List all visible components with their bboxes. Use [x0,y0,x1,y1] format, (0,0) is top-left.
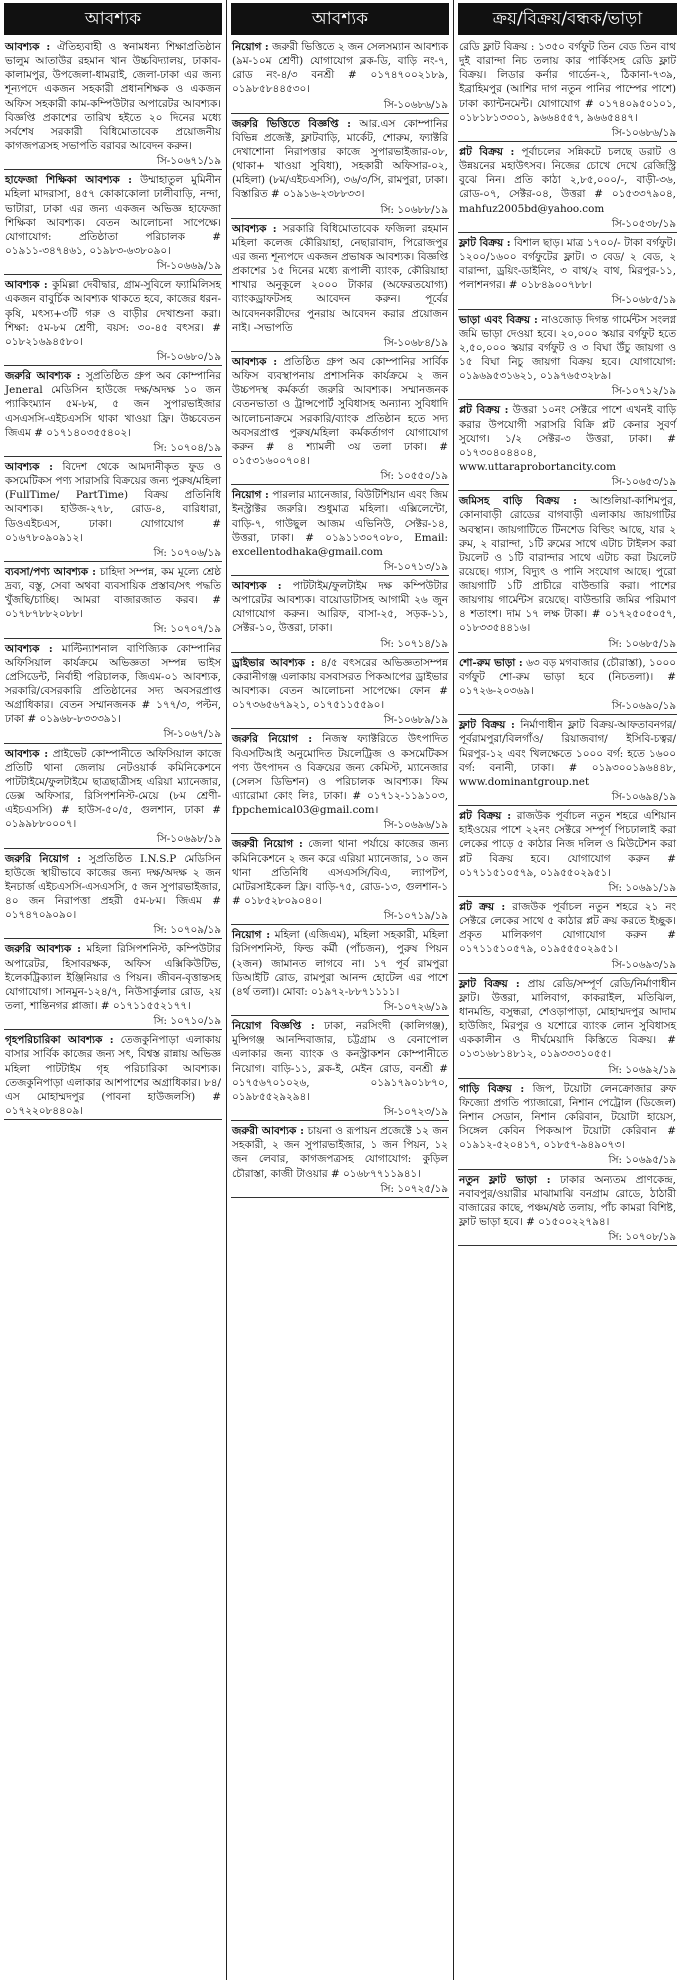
column-header: ক্রয়/বিক্রয়/বন্ধক/ভাড়া [458,3,677,35]
classified-ad [227,576,453,652]
ad-code: সি: ১০৬৮৫/১৯ [608,637,676,650]
ad-body: মহিলা রিসিপশনিস্ট, কম্পিউটার অপারেটর, হিসাবরক্ষক, অফিস এক্সিকিউটিভ, ইলেকট্রিক্যাল ইঞ্জিনিয়ার ও পিয়ন। জীবন-বৃত্তান্তসহ যোগাযোগ। সানমুন-১২৪/৭, নিউসার্কুলার রোড, ২য় তলা, শান্তিনগর প্লাজা। # ০১৭১১৫৫২১৭৭। [5,943,221,1012]
classified-ad [227,834,453,924]
ad-body: পাটটাইম/ফুলটাইম দক্ষ কম্পিউটার অপারেটর আবশ্যক। বায়োডাটাসহ আগামী ২৬ জুন যোগাযোগ করুন। আরিফ, বাসা-২৫, সড়ক-১১, সেক্টর-১০, উত্তরা, ঢাকা। [232,580,448,635]
ad-heading: আবশ্যক : [232,580,282,593]
ad-divider [4,1119,222,1120]
ad-heading: শো-রুম ভাড়া : [459,656,523,669]
ad-heading: নিয়োগ : [232,929,271,942]
ad-body: নিজস্ব ফ্যাক্টরিতে উৎপাদিত বিএসটিআই অনুমোদিত টয়লেট্রিজ ও কসমেটিকস পণ্য উৎপাদন ও বিক্রয়ের জন্য কেমিস্ট, ম্যানেজার (সেলস ডিভিশন) ও পরিচালক আবশ্যক। ফিম এ্যারোমা কোং লিঃ, ঢাকা। # ০১৭১২-১১৯১০৩, fppchemical03@gmail.com। [232,733,448,817]
ad-body: বিশাল ছাড়। মাত্র ১৭০০/- টাকা বর্গফুট। ১২০০/১৬০০ বর্গফুটের ফ্লাট। ৩ বেড/ ২ বেড, ২ বারান্দা, ড্রয়িং-ডাইনিং, ৩ বাথ/২ বাথ, মিরপুর-১১, পলাশনগর। # ০১৮৪৯০০৭৮৮। [459,236,676,292]
ad-code: সি: ১০৭০৯/১৯ [153,924,221,937]
ad-body: বিদেশ থেকে আমদানীকৃত ফুড ও কসমেটিকস পণ্য সারাসরি বিক্রয়ের জন্য পুরুষ/মহিলা (FullTime/ PartTime) বিক্রয় প্রতিনিধি আবশ্যক। হাউজ-২৭৮, রোড-৪, বারিধারা, ডিওএইচএস, ঢাকা। যোগাযোগ # ০১৬৭৮০৯০৯১২। [5,460,221,544]
ad-code: সি: ১০৭১৪/১৯ [380,637,448,650]
ad-body: রাজউক পূর্বাচল নতুন শহরে ২১ নং সেক্টরে লেকের সাথে ৫ কাঠার প্লট ক্রয় করতে ইচ্ছুক। প্রকৃত মালিকগণ যোগাযোগ করুন # ০১৭১১৫১০৫৭৯, ০১৯৫৫৫০২৯৫১। [459,901,676,956]
ad-code: সি: ১০৭০৮/১৯ [608,1231,676,1244]
ad-code: সি-১০৬৯৮/১৯ [156,833,221,846]
classified-ad [454,400,681,490]
classified-ad [454,715,681,805]
ad-code: সি-১০৬৯৩/১৯ [611,958,676,971]
ad-body: নির্মাণাধীন ফ্লাট বিক্রয়-আফতাবনগর/পূর্বরামপুরা/বিলগাঁও/ রিয়াজবাগ/ ইসিবি-চত্বর/মিরপুর-১২ এবং খিলক্ষেতে ১০০০ বর্গ: হতে ১৬০০ বর্গ: বনানী, ঢাকা। # ০১৯৩০০১৯৬৪৪৮, www.dominantgroup.net [459,719,676,788]
ad-code: সি-১০৬৬৯/১৯ [156,260,221,273]
classified-ad [454,806,681,896]
classified-ad [454,310,681,400]
ad-code: সি-১০৬৯০/১৯ [611,700,676,713]
ad-body: জিপ, টয়োটা লেনক্রোজার রুফ ফিজ্যো প্রগতি প্যাজারো, নিশান পেট্রোল (ডিজেল) নিশান সেডান, নিশান কেরিবান, টয়োটা হায়েস, সিঙ্গেল কেবিন পিকআপ টয়োটা কেরিবান # ০১৯১২-৫২০৪১৭, ০১৮৫৭-৯৪৯০৭৩। [459,1082,676,1152]
classified-ad [227,1121,453,1197]
classified-ad [0,366,226,456]
ad-code: সি-১০৭২৬/১৯ [383,1001,448,1013]
ad-heading: জরুরী আবশ্যক : [232,1125,305,1138]
ad-body: ঐতিহ্যবাহী ও স্বনামধন্য শিক্ষাপ্রতিষ্ঠান ভালুম আতাউর রহমান খান উচ্চবিদ্যালয়, ঢাকাব-কালামপুর, উপজেলা-ধামরাই, জেলা-ঢাকা এর জন্য শূন্যপদে একজন সহকারী প্রধানশিক্ষক ও একজন অফিস সহকারী কাম-কম্পিউটার অপারেটর আবশ্যক। বিজ্ঞপ্তি প্রকাশের তারিখ হইতে ২০ দিনের মধ্যে সর্বশেষ সরকারী বিধিমোতাবেক প্রয়োজনীয় কাগজপত্রসহ সভাপতি বরাবর আবেদন করুন। [5,41,221,152]
ad-body: রাজউক পূর্বাচল নতুন শহরে এশিয়ান হাইওয়ের পাশে ২২নং সেক্টরে সম্পূর্ণ পিচঢালাই করা লেকের পাড়ে ৫ কাঠার নিজ দলিল ও মিউটেশন করা প্লট বিক্রয় হবে। যোগাযোগ করুন # ০১৭১১৫১০৫৭৯, ০১৯৫৫০২৯৫১। [459,810,676,879]
ad-heading: প্লট বিক্রয় : [459,404,509,417]
ad-code: সি-১০৬৮৬/১৯ [611,126,676,139]
ad-code: সি-১০৬৮৪/১৯ [383,336,448,349]
classified-ad [0,170,226,274]
ad-body: প্রতিষ্ঠিত গ্রুপ অব কোম্পানির সার্বিক অফিস ব্যবস্থাপনায় প্রশাসনিক কার্যক্রমে ২ জন উচ্চপদস্থ কর্মকর্তা জরুরি আবশ্যক। সম্মানজনক বেতনভাতা ও ট্রান্সপোর্ট সুবিধাসহ অন্যান্য সুবিধাদি আলোচনাক্রমে সরকারি/ব্যাংক প্রতিষ্ঠান হতে সদ্য অবসরপ্রাপ্ত পুরুষ/মহিলা কর্মকর্তাগণ যোগাযোগ করুন # ৪ শ্যামলী ৩য় তলা ঢাকা। # ০১৫৩১৬০০৭০৪। [232,355,448,467]
ad-code: সি: ১০৭০৪/১৯ [153,441,221,454]
ad-body: ৪/৫ বৎসরের অভিজ্ঞতাসম্পন্ন কেরানীগঞ্জ এলাকায় বসবাসরত পিকআপের ড্রাইভার আবশ্যক। বেতন আলোচনা সাপেক্ষে। ফোন # ০১৭৩৬৫৬৭৯২১, ০১৭৫১১৫৫৯০। [232,656,448,712]
ad-body: কুমিল্লা দেবীদ্বার, গ্রাম-সুবিলে ফ্যামিলিসহ একজন বাবুর্চিক আবশ্যক থাকতে হবে, কাজের ধরন-কৃষি, মৎস্য+৩টি গরু ও বাড়ীর দেখাশুনা করা। শিক্ষা: ৫ম-৮ম শ্রেণী, বয়স: ৩০-৪৫ বৎসর। # ০১৮২১৬৯৪৫৮০। [5,279,221,348]
classified-ad [454,1170,681,1246]
ad-code: সি-১০৫৩৮/১৯ [611,217,676,230]
ad-heading: গাড়ি বিক্রয় : [459,1082,525,1095]
column-header: আবশ্যক [231,3,449,35]
ad-body: প্রায় রেডি/সম্পূর্ণ রেডি/নির্মাণাধীন ফ্লাট। উত্তরা, মালিবাগ, কাকরাইল, মতিঝিল, ধানমন্ডি, বসুন্ধরা, শেওড়াপাড়া, মোহাম্মদপুর আদাম হাউজিং, মিরপুর ও যশোরে ব্যাংক লোন সুবিধাসহ এককালীন ও দীর্ঘমেয়াদি কিস্তিতে বিক্রয়। # ০১৩১৬৮১৪৮১২, ০১৯৩৩৩১০৫৫। [459,977,676,1061]
classified-ad [0,849,226,939]
ad-code: সি-১০৬৮৬/১৯ [383,98,448,111]
ad-body: আশুলিয়া-কাশিমপুর, কোনাবাড়ী রোডের বাগবাড়ী এলাকায় জায়গাটির অবস্থান। জায়গাটিতে টিনশেড বিল্ডিং আছে, যার ২ রুম, ২ বারান্দা, ১টি রুমের সাথে এটাচ টাইলস করা টয়লেট ও ১টি বারান্দার সাথে এটাচ করা টয়লেট রয়েছে। গ্যাস, বিদ্যুৎ ও পানি সংযোগ আছে। পুরো জায়গাটি ১টি প্রাচীরে বাউন্ডারি করা। পাশের জায়গায় গার্মেন্টস রয়েছে। বাউন্ডারি জমির পরিমাণ ৪ শতাংশ। দাম ১৭ লক্ষ টাকা। # ০১৭২৫০৫০৫৭, ০১৮৩৩৫৪৪১৬। [459,495,676,635]
classified-ad [0,939,226,1029]
ad-code: সি-১০৬৭/১৯ [163,728,221,741]
ad-heading: আবশ্যক : [5,460,53,473]
ad-code: সি: ১০৬৯১/১৯ [608,881,676,894]
ad-heading: ব্যবসা/পণ্য আবশ্যক : [5,565,97,578]
classified-ad [0,744,226,848]
ad-heading: ফ্লাট বিক্রয় : [459,977,520,990]
ad-code: সি-১০৭২৩/১৯ [383,1105,448,1118]
ad-code: সি: ১০৭০৭/১৯ [153,623,221,636]
ad-heading: জরুরি নিয়োগ : [5,852,81,865]
ad-code: সি: ১০৭১০/১৯ [153,1015,221,1028]
ad-code: সি-১০৭১২/১৯ [611,385,676,398]
ad-body: মহিলা (এজিএম), মহিলা সহকারী, মহিলা রিসিপশনিস্ট, ফিল্ড কর্মী (পাঁচজন), পুরুষ পিয়ন (২জন) জামানত লাগবে না। ১৭ পূর্ব রামপুরা ডিআইটি রোড, রামপুরা আনন্দ হোটেল এর পাশে (৪র্থ তলা)। মোবা: ০১৯৭২-৮৮৭১১১১। [232,929,448,998]
classified-ad [454,142,681,232]
ad-code: সি-১০৬৮৫/১৯ [611,294,676,307]
ad-code: সি-১০৬৯৬/১৯ [383,819,448,832]
classified-ad [454,491,681,652]
ad-heading: আবশ্যক : [5,41,51,53]
ad-code: সি-১০৬৮৯/১৯ [383,714,448,727]
ad-heading: আবশ্যক : [232,355,278,368]
classified-ad [227,925,453,1015]
classified-ad [227,352,453,484]
ad-heading: জরুরি ভিত্তিতে বিজ্ঞপ্তি : [232,117,351,130]
ad-body: ৬৩ বড় মগবাজার (চৌরাস্তা), ১০০০ বর্গফুট শো-রুম ভাড়া হবে (নিচতলা)। # ০১৭২৬-২০৩৬৯। [459,656,676,698]
ad-body: রেডি ফ্লাট বিক্রয় : ১৩৫০ বর্গফুট তিন বেড তিন বাথ দুই বারান্দা নিচ তলায় কার পার্কিংসহ রেডি ফ্লাট বিক্রয়। লিডার কর্নার গার্ডেন-২, ঠিকানা-৭৩৯, ইব্রাহিমপুর (আশির দাগ নতুন পানির পাম্পের পাশে) ঢাকা ক্যান্টনমেন্ট। যোগাযোগ # ০১৭৪০৯৫০১০১, ০১৮১৮১৩৩০১, ৯৬৬৪৫৫৭, ৯৬৬৫৪৪৭। [459,41,676,124]
ad-body: ঢাকা, নরসিংদী (কালিগঞ্জ), মুন্সিগঞ্জ আনন্দিবাজার, চট্টগ্রাম ও বেনাপোল এলাকার জন্য ব্যাংক ও কনস্ট্রাকশন কোম্পানীতে নিয়োগ। বাড়ি-১১, ব্লক-ই, মেইন রোড, বনশ্রী # ০১৭৫৬৭০১০২৬, ০১৯১৭৯০১৮৭০, ০১৯৮৫৫২৯২৯৪। [232,1020,449,1103]
ad-heading: নিয়োগ : [232,41,269,53]
ad-body: উম্মাহাতুল মুমিনীন মহিলা মাদরাসা, ৪৫৭ কোকাকোলা ঢালীবাড়ি, নন্দা, ভাটারা, ঢাকা এর জন্য একজন অভিজ্ঞ হাফেজা শিক্ষিকা আবশ্যক। বেতন আলোচনা সাপেক্ষে। যোগাযোগ: প্রতিষ্ঠাতা পরিচালক # ০১৯১১-৩৪৭৪৬১, ০১৯৮৩-৬৩৮০৯০। [5,174,221,257]
ad-heading: প্লট বিক্রয় : [459,145,515,158]
ad-body: তেজকুনিপাড়া এলাকায় বাসার সার্বিক কাজের জন্য সৎ, বিশ্বস্ত রান্নায় অভিজ্ঞ মহিলা পাটটাইম গৃহ পরিচারিকা আবশ্যক। তেজকুনিপাড়া এলাকার আশপাশের অগ্রাধিকার। ৮৪/এস মোহাম্মদপুর (পাবনা হাউজলসি) # ০১৭২২০৮৪৪০৯। [5,1034,221,1117]
ad-body: সরকারি বিধিমোতাবেক ফজিলা রহমান মহিলা কলেজ কৌরিয়াহা, নেছারাবাদ, পিরোজপুর এর জন্য শূন্যপদে একজন প্রভাষক আবশ্যক। বিজ্ঞপ্তি প্রকাশের ১৫ দিনের মধ্যে রূপালী ব্যাংক, কৌরিয়াহা শাখার অনুকূলে ২০০০ টাকার (অফেরতযোগ্য) ব্যাংকড্রাফটসহ আবেদন করুন। পূর্বের আবেদনকারীদের পুনরায় আবেদন করার প্রয়োজন নাই। -সভাপতি [232,222,448,334]
ad-heading: জরুরী নিয়োগ : [232,838,303,851]
ad-divider [458,1245,677,1246]
classified-ad [454,1079,681,1169]
ad-heading: ফ্লাট বিক্রয় : [459,236,511,249]
ad-code: সি-১০৬৭১/১৯ [156,155,221,168]
ad-body: চাহিদা সম্পন্ন, কম মূল্যে শ্রেষ্ঠ দ্রব্য, বস্তু, সেবা অথবা ব্যবসায়িক প্রস্তাব/সৎ পদ্ধতি খুঁজছি/চাচ্ছি। আমরা বাজারজাত করব। # ০১৭৮৭৮৮২০৮৮। [5,565,221,621]
ad-heading: জরুরি আবশ্যক : [5,370,81,383]
classified-ad [227,729,453,833]
ad-body: জরুরী ভিত্তিতে ২ জন সেলসম্যান আবশ্যক (৯ম-১০ম শ্রেণী) যোগাযোগ ব্লক-ডি, বাড়ি নং-৭, রোড নং-৪/৩ বনশ্রী # ০১৭৪৭০০২১৮৯, ০১৯৮৫৮৪৪৫৩০। [232,41,448,96]
classified-ad [0,37,226,169]
ad-body: পারলার ম্যানেজার, বিউটিশিয়ান এবং জিম ইনস্ট্রাক্টর জরুরি। শুধুমাত্র মহিলা। এক্সিলেন্টো, বাড়ি-৭, গাউছুল আজম এভিনিউ, সেক্টর-১৪, উত্তরা, ঢাকা। # ০১৯১১৩০৭০৮০, Email: excellentodhaka@gmail.com [232,489,448,558]
ad-heading: ড্রাইভার আবশ্যক : [232,656,315,669]
ad-body: সুপ্রতিষ্ঠিত I.N.S.P মেডিসিন হাউজে স্থায়ীভাবে কাজের জন্য দক্ষ/অদক্ষ ২ জন ইনচার্জ এইচএসসি-এসএসসি, ৫ জন সুপারভাইজার, ৪০ জন নিরাপত্তা প্রহরী ৫ম-৮ম। জিএম # ০১৭৪৭০৯০৯০। [5,852,221,922]
ad-heading: জরুরি নিয়োগ : [232,733,313,746]
classified-ad [0,639,226,743]
column-2 [227,0,454,1980]
ad-code: সি-১০৬৯৪/১৯ [611,791,676,804]
classified-ad [227,485,453,575]
ad-body: মাল্টিন্যাশনাল বাণিজ্যিক কোম্পানির অফিসিয়াল কার্যক্রমে অভিজ্ঞতা সম্পন্ন ভাইস প্রেসিডেন্ট, নির্বাহী পরিচালক, জিএম-০১ আবশ্যক, সরকারি/বেসরকারি প্রতিষ্ঠানের সদ্য অবসরপ্রাপ্ত অগ্রাধিকার। বেতন সম্মানজনক # ১৭৭/৩, পল্টন, ঢাকা # ০১৯৬৮-৮৩৩৩৯১। [5,642,221,726]
column-3 [454,0,681,1980]
ad-heading: আবশ্যক : [5,747,49,760]
ad-body: আর.এস কোম্পানির বিভিন্ন প্রজেক্ট, ফ্লাটবাড়ি, মার্কেট, শোরুম, ফ্যাক্টরি দেখাশোনা নিরাপত্তার কাজে সুপারভাইজার-০৮, (থাকা+ খাওয়া সুবিধা), সহকারী অফিসার-০২, (মহিলা) (৮ম/এইচএসসি), ৩৬/৩/সি, রামপুরা, ঢাকা। বিস্তারিত # ০১৯১৬-২৩৮৮৩৩। [232,117,448,201]
ad-code: সি: ১০৬৯৫/১৯ [608,1154,676,1167]
ad-body: উত্তরা ১০নং সেক্টরে পাশে এখনই বাড়ি করার উপযোগী সরাসরি বিক্রি প্লট কেনার সুবর্ণ সুযোগ। ১/২ সেক্টর-৩ উত্তরা, ঢাকা। # ০১৭৩০৪০৪৪০৪, www.uttaraprobortancity.com [459,404,677,473]
ad-code: সি-১০৭১৯/১৯ [383,910,448,923]
classified-ad [454,37,681,141]
ad-code: সি: ১০৭২৫/১৯ [380,1182,448,1195]
ad-heading: আবশ্যক : [232,222,277,235]
ad-code: সি: ১০৭০৬/১৯ [153,546,221,559]
ad-body: পূর্বাচলের সন্নিকটে চলছে ডরাট ও উন্নয়নের মহাউৎসব। নিজের চোখে দেখে রেজিস্ট্রি বুঝে নিন। প্রতি কাঠা ২,৮৫,০০০/-, বাড়ী-৩৬, রোড-০৭, সেক্টর-০৪, উত্তরা # ০১৫৩৩৭৯০৪, mahfuz2005bd@yahoo.com [459,145,676,215]
ad-heading: গৃহপরিচারিকা আবশ্যক : [5,1034,114,1047]
ad-body: নাওজোড় দিগন্ত গার্মেন্টস সংলগ্ন জমি ভাড়া দেওয়া হবে। ২০,০০০ স্কয়ার বর্গফুট হতে ২,৫০,০০০ স্কয়ার বর্গফুট ও ৩ বিঘা উঁচু জায়গা ও ১৫ বিঘা নিচু জায়গা বিক্রয় হবে। যোগাযোগ: ০১৯৬৯৫৩১৬২১, ০১৯৭৬৫৩২৮৯। [459,313,676,383]
ad-heading: হাফেজা শিক্ষিকা আবশ্যক : [5,174,132,187]
classified-ad [454,233,681,309]
classified-ad [0,562,226,638]
ad-body: চায়না ও রূপায়ন প্রজেক্টে ১২ জন সহকারী, ২ জন সুপারভাইজার, ১ জন পিয়ন, ১২ জন লেবার, কাগজপত্রসহ যোগাযোগ: কুড়িল চৌরাস্তা, কাজী টাওয়ার # ০১৬৮৭৭১১৯৪১। [232,1125,448,1180]
classified-ad [0,457,226,561]
ad-code: সি: ১০৬৯২/১৯ [608,1063,676,1076]
ad-body: সুপ্রতিষ্ঠিত গ্রুপ অব কোম্পানির Jeneral মেডিসিন হাউজে দক্ষ/অদক্ষ ১০ জন প্যাকিংম্যান ৫ম-৮ম, ৫ জন সুপারভাইজার এসএসসি-এইচএসসি থাকা খাওয়া ফ্রি। উচ্চবেতন জিএম # ০১৭১৪০৩৫৫৪০২। [5,370,221,439]
classified-ad [454,974,681,1078]
classified-ad [227,37,453,113]
ad-heading: আবশ্যক : [5,642,53,655]
ad-code: সি: ১০৬৮৮/১৯ [380,203,448,216]
ad-code: সি: ১০৫৫০/১৯ [380,470,448,483]
ad-heading: ভাড়া এবং বিক্রয় : [459,313,538,326]
ad-body: জেলা থানা পর্যায়ে কাজের জন্য কমিনিকেশনে ২ জন করে এরিয়া ম্যানেজার, ১০ জন থানা প্রতিনিধি এসএসসি/বিএ, ল্যাপটপ, মোটরসাইকেল ফ্রি। বাড়ি-৭৫, রোড-১৩, গুলশান-১ # ০১৮৫২৮০৯০৪০। [232,838,448,908]
classified-ad [454,653,681,715]
ad-heading: ফ্লাট বিক্রয় : [459,719,515,732]
ad-heading: নিয়োগ : [232,489,269,502]
column-1 [0,0,227,1980]
ad-heading: আবশ্যক : [5,279,48,292]
classified-ad [227,114,453,218]
classified-ad [227,1016,453,1120]
classified-ad [0,275,226,365]
classified-ad [227,653,453,729]
classified-ad [227,219,453,351]
ad-code: সি-১০৭১৩/১৯ [383,560,448,573]
ad-heading: নিয়োগ বিজ্ঞপ্তি : [232,1020,315,1033]
ad-heading: প্লট ক্রয় : [459,901,506,914]
ad-heading: নতুন ফ্লাট ভাড়া : [459,1173,551,1186]
ad-heading: প্লট বিক্রয় : [459,810,512,823]
classified-ad [0,1030,226,1119]
ad-divider [231,1197,449,1198]
ad-body: প্রাইভেট কোম্পানীতে অফিসিয়াল কাজে প্রতিটি থানা জেলায় নেটওয়ার্ক কমিনিকেশনে পাটটাইমে/ফুলটাইমে ছাত্রছাত্রীসহ এরিয়া ম্যানেজার, ডেক্স অফিসার, রিসিপশনিস্ট-মেয়ে (৮ম শ্রেণী-এইচএসসি) # হাউস-৫০/৫, গুলশান, ঢাকা # ০১৯৯৮৮০০০৭। [5,747,221,831]
ad-heading: জরুরি আবশ্যক : [5,943,81,956]
classified-ad [454,897,681,973]
column-header: আবশ্যক [4,3,222,35]
ad-heading: জমিসহ বাড়ি বিক্রয় : [459,495,577,508]
ad-code: সি-১০৬৫৩/১৯ [611,476,676,489]
ad-code: সি-১০৬৮০/১৯ [156,350,221,363]
ad-body: ঢাকার অন্যতম প্রাণকেন্দ্র, নবাবপুর/ওয়ারীর মাঝামাঝি বনগ্রাম রোডে, ঠাঠারী বাজারের কাছে, পঞ্চম/ষষ্ঠ তলায়, পাঁচ কামরা বিশিষ্ট, ফ্লাট ভাড়া হবে। # ০১৫০০২২৭৯৪। [459,1173,676,1228]
